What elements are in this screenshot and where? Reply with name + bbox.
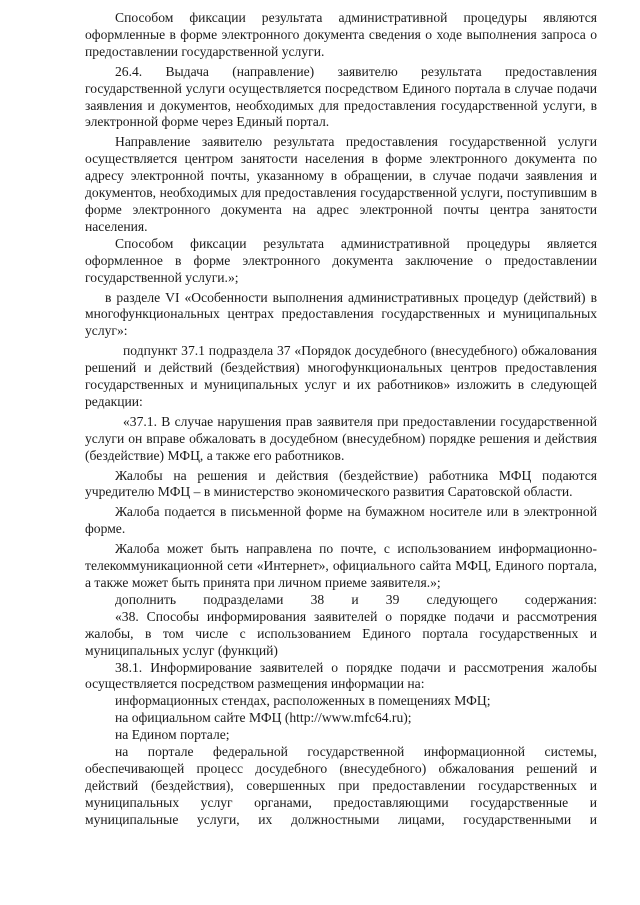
paragraph-37-1: «37.1. В случае нарушения прав заявителя при предоставлении государственной услуги он вправе обжаловать в досудебном (внесудебном) порядке решения и действия (бездействие) МФЦ, а также его работников. [85,413,597,463]
list-item-info-stands: информационных стендах, расположенных в помещениях МФЦ; [115,693,491,709]
document-page [85,10,597,829]
paragraph-add-subsections: дополнить подразделами 38 и 39 следующего содержания: [115,591,597,607]
paragraph-fixation-result-1: Способом фиксации результата административной процедуры являются оформленные в форме электронного документа сведения о ходе выполнения запроса о предоставлении государственной услуги. [85,10,597,59]
list-item-official-site: на официальном сайте МФЦ (http://www.mfc64.ru); [115,710,412,726]
paragraph-complaint-written: Жалоба подается в письменной форме на бумажном носителе или в электронной форме. [85,504,597,537]
paragraph-38-1: 38.1. Информирование заявителей о порядке подачи и рассмотрения жалобы осуществляется посредством размещения информации на: [85,659,597,692]
list-item-unified-portal: на Едином портале; [115,727,230,743]
paragraph-section-vi: в разделе VI «Особенности выполнения административных процедур (действий) в многофункциональных центрах предоставления государственных и муниципальных услуг»: [85,289,597,339]
list-item-federal-portal: на портале федеральной государственной информационной системы, обеспечивающей процесс досудебного (внесудебного) обжалования решений и действий (бездействия), совершенных при предоставлении государственных и муниципальных услуг органами, предоставляющими государственные и муниципальные услуги, их должностными лицами, государственными и [85,744,597,827]
paragraph-subclause-37-1: подпункт 37.1 подраздела 37 «Порядок досудебного (внесудебного) обжалования решений и действий (бездействия) многофункциональных центров предоставления государственных и муниципальных услуг и их работников» изложить в следующей редакции: [85,343,597,409]
paragraph-26-4: 26.4. Выдача (направление) заявителю результата предоставления государственной услуги осуществляется посредством Единого портала в случае подачи заявления и документов, необходимых для предоставления государственной услуги, в электронной форме через Единый портал. [85,63,597,130]
paragraph-complaint-channels: Жалоба может быть направлена по почте, с использованием информационно-телекоммуникационной сети «Интернет», официального сайта МФЦ, Единого портала, а также может быть принята при личном приеме заявителя.»; [85,541,597,590]
paragraph-complaints-mfc: Жалобы на решения и действия (бездействие) работника МФЦ подаются учредителю МФЦ – в министерство экономического развития Саратовской области. [85,467,597,500]
paragraph-direction-result: Направление заявителю результата предоставления государственной услуги осуществляется центром занятости населения в форме электронного документа по адресу электронной почты, указанному в обращении, в случае подачи заявления и документов, необходимых для предоставления государственной услуги, поступившим в форме электронного документа на адрес электронной почты центра занятости населения. [85,134,597,234]
paragraph-fixation-result-2: Способом фиксации результата административной процедуры является оформленное в форме электронного документа заключение о предоставлении государственной услуги.»; [85,235,597,285]
paragraph-38-heading: «38. Способы информирования заявителей о порядке подачи и рассмотрения жалобы, в том числе с использованием Единого портала государственных и муниципальных услуг (функций) [85,608,597,658]
